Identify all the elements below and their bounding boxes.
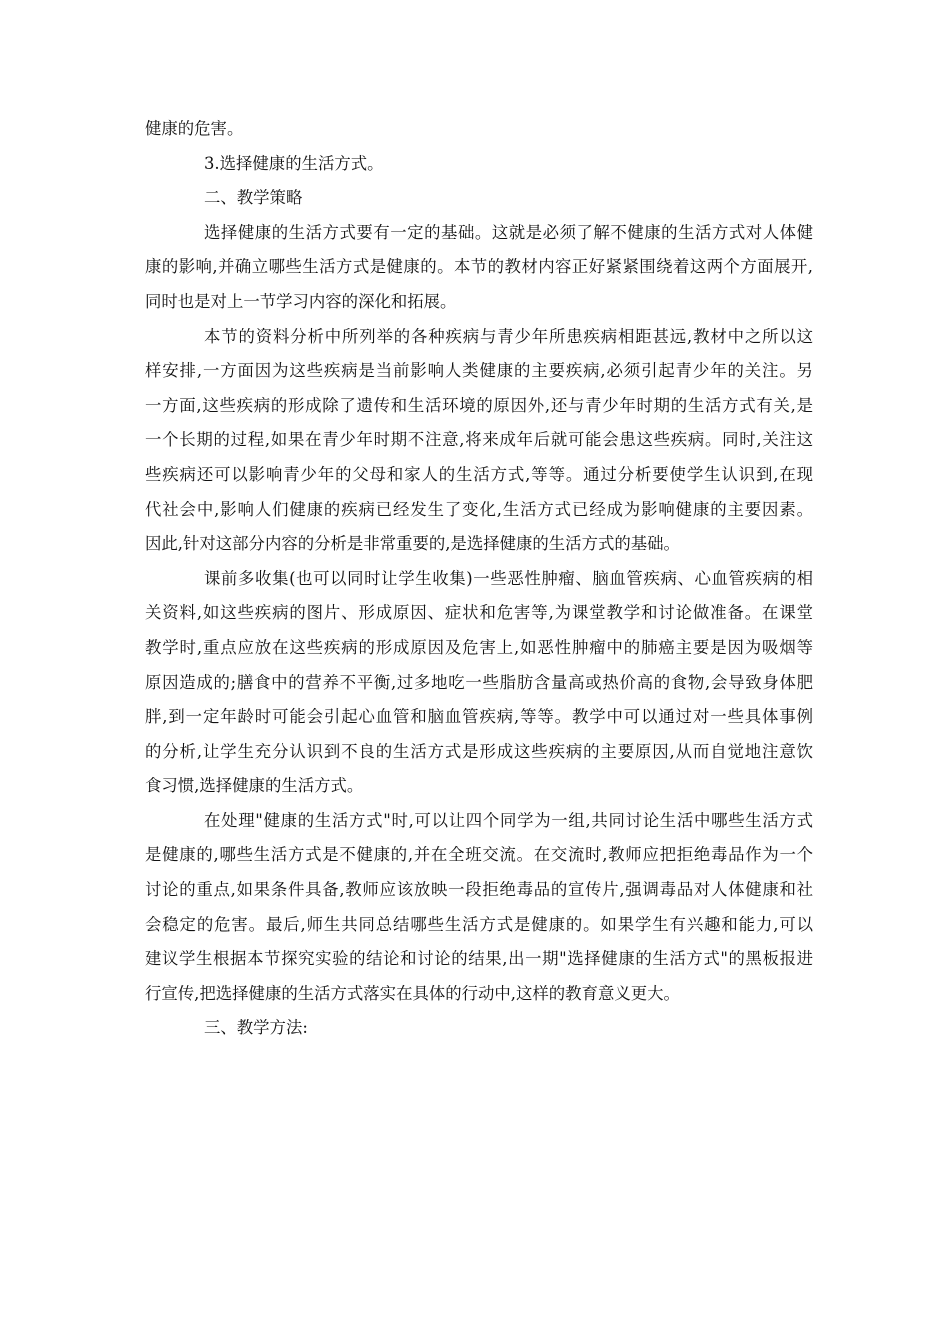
- document-body: [145, 112, 813, 1046]
- text-line: 原因造成的;膳食中的营养不平衡,过多地吃一些脂肪含量高或热价高的食物,会导致身体肥: [145, 672, 813, 692]
- text-line: 代社会中,影响人们健康的疾病已经发生了变化,生活方式已经成为影响健康的主要因素。: [145, 499, 813, 519]
- text-line: 康的影响,并确立哪些生活方式是健康的。本节的教材内容正好紧紧围绕着这两个方面展开,: [145, 257, 813, 277]
- text-line: 讨论的重点,如果条件具备,教师应该放映一段拒绝毒品的宣传片,强调毒品对人体健康和社: [145, 880, 813, 900]
- text-line: 是健康的,哪些生活方式是不健康的,并在全班交流。在交流时,教师应把拒绝毒品作为一个: [145, 845, 813, 865]
- section-heading-teaching-methods: 三、教学方法:: [204, 1018, 308, 1038]
- text-line: 健康的危害。: [145, 119, 244, 138]
- text-line: 一个长期的过程,如果在青少年时期不注意,将来成年后就可能会患这些疾病。同时,关注这: [145, 430, 813, 450]
- text-line: 课前多收集(也可以同时让学生收集)一些恶性肿瘤、脑血管疾病、心血管疾病的相: [204, 568, 813, 588]
- text-line: 的分析,让学生充分认识到不良的生活方式是形成这些疾病的主要原因,从而自觉地注意饮: [145, 741, 813, 761]
- text-line: 些疾病还可以影响青少年的父母和家人的生活方式,等等。通过分析要使学生认识到,在现: [145, 464, 813, 484]
- text-line: 会稳定的危害。最后,师生共同总结哪些生活方式是健康的。如果学生有兴趣和能力,可以: [145, 914, 813, 934]
- text-line: 教学时,重点应放在这些疾病的形成原因及危害上,如恶性肿瘤中的肺癌主要是因为吸烟等: [145, 637, 813, 657]
- text-line: 行宣传,把选择健康的生活方式落实在具体的行动中,这样的教育意义更大。: [145, 983, 680, 1003]
- text-line: 样安排,一方面因为这些疾病是当前影响人类健康的主要疾病,必须引起青少年的关注。另: [145, 361, 813, 381]
- text-line: 选择健康的生活方式要有一定的基础。这就是必须了解不健康的生活方式对人体健: [204, 222, 813, 242]
- text-line: 在处理"健康的生活方式"时,可以让四个同学为一组,共同讨论生活中哪些生活方式: [204, 810, 813, 830]
- text-line: 关资料,如这些疾病的图片、形成原因、症状和危害等,为课堂教学和讨论做准备。在课堂: [145, 603, 813, 623]
- text-line: 本节的资料分析中所列举的各种疾病与青少年所患疾病相距甚远,教材中之所以这: [204, 326, 813, 346]
- list-item-3: 3.选择健康的生活方式。: [204, 153, 384, 173]
- text-line: 一方面,这些疾病的形成除了遗传和生活环境的原因外,还与青少年时期的生活方式有关,是: [145, 395, 813, 415]
- text-line: 同时也是对上一节学习内容的深化和拓展。: [145, 291, 457, 311]
- section-heading-teaching-strategy: 二、教学策略: [204, 188, 303, 208]
- text-line: 因此,针对这部分内容的分析是非常重要的,是选择健康的生活方式的基础。: [145, 534, 680, 554]
- text-line: 建议学生根据本节探究实验的结论和讨论的结果,出一期"选择健康的生活方式"的黑板报进: [145, 949, 813, 969]
- text-line: 胖,到一定年龄时可能会引起心血管和脑血管疾病,等等。教学中可以通过对一些具体事例: [145, 707, 813, 727]
- text-line: 食习惯,选择健康的生活方式。: [145, 776, 364, 796]
